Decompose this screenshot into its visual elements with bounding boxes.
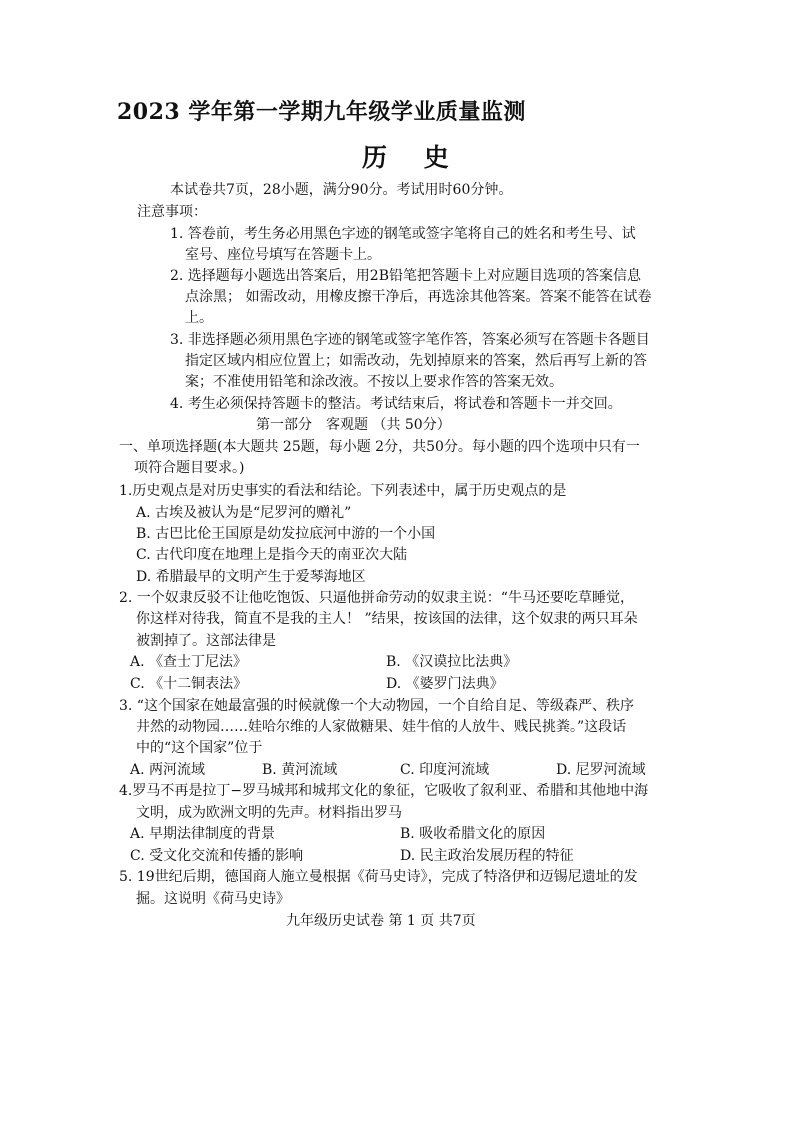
exam-title: 2023 学年第一学期九年级学业质量监测 [117, 99, 526, 125]
question-1-stem: 1.历史观点是对历史事实的看法和结论。下列表述中，属于历史观点的是 [119, 483, 567, 499]
question-3-option-d: D. 尼罗河流域 [556, 762, 646, 778]
question-3-stem-cont: 中的“这个国家”位于 [136, 740, 263, 756]
question-4-option-b: B. 吸收希腊文化的原因 [400, 826, 546, 842]
question-3-option-a: A. 两河流域 [130, 762, 206, 778]
question-1-option-a: A. 古埃及被认为是“尼罗河的赠礼” [136, 505, 352, 521]
note-line: 2. 选择题每小题选出答案后，用2B铅笔把答题卡上对应题目选项的答案信息 [170, 268, 642, 284]
question-1-option-b: B. 古巴比伦王国原是幼发拉底河中游的一个小国 [136, 526, 436, 542]
note-line: 4. 考生必须保持答题卡的整洁。考试结束后，将试卷和答题卡一并交回。 [170, 396, 622, 412]
note-line: 1. 答卷前，考生务必用黑色字迹的钢笔或签字笔将自己的姓名和考生号、试 [170, 226, 636, 242]
question-3-stem: 3. “这个国家在她最富强的时候就像一个大动物园，一个自给自足、等级森严、秩序 [119, 698, 634, 714]
question-2-stem-cont: 你这样对待我，简直不是我的主人！ ”结果，按该国的法律，这个奴隶的两只耳朵 [136, 611, 638, 627]
note-line: 上。 [185, 310, 213, 326]
question-4-stem-cont: 文明，成为欧洲文明的先声。材料指出罗马 [136, 805, 402, 821]
part-heading: 第一部分 客观题 （共 50分） [256, 417, 451, 433]
question-3-option-c: C. 印度河流域 [400, 762, 490, 778]
notes-heading: 注意事项： [137, 204, 207, 220]
note-line: 指定区域内相应位置上；如需改动，先划掉原来的答案，然后再写上新的答 [185, 353, 647, 369]
page-footer: 九年级历史试卷 第 1 页 共7页 [286, 913, 476, 929]
question-2-option-a: A. 《查士丁尼法》 [130, 654, 248, 670]
question-2-option-b: B. 《汉谟拉比法典》 [386, 654, 518, 670]
question-2-stem: 2. 一个奴隶反驳不让他吃饱饭、只逼他拼命劳动的奴隶主说：“牛马还要吃草睡觉， [119, 590, 634, 606]
note-line: 3. 非选择题必须用黑色字迹的钢笔或签字笔作答，答案必须写在答题卡各题目 [170, 332, 650, 348]
subject-title: 历 史 [362, 143, 463, 172]
question-4-option-a: A. 早期法律制度的背景 [130, 826, 276, 842]
question-2-stem-cont: 被割掉了。这部法律是 [136, 633, 276, 649]
section-instructions: 一、单项选择题(本大题共 25题，每小题 2分，共50分。每小题的四个选项中只有一 [119, 439, 640, 455]
question-4-option-d: D. 民主政治发展历程的特征 [400, 848, 574, 864]
question-4-option-c: C. 受文化交流和传播的影响 [130, 848, 304, 864]
question-4-stem: 4.罗马不再是拉丁−罗马城邦和城邦文化的象征，它吸收了叙利亚、希腊和其他地中海 [119, 783, 649, 799]
note-line: 点涂黑； 如需改动，用橡皮擦干净后，再选涂其他答案。答案不能答在试卷 [185, 289, 652, 305]
note-line: 室号、座位号填写在答题卡上。 [185, 247, 381, 263]
section-instructions-cont: 项符合题目要求。) [134, 460, 245, 476]
question-1-option-c: C. 古代印度在地理上是指今天的南亚次大陆 [136, 547, 408, 563]
question-3-stem-cont: 井然的动物园……娃哈尔维的人家做糖果、娃牛倌的人放牛、贱民挑粪。”这段话 [136, 719, 627, 735]
question-5-stem-cont: 掘。这说明《荷马史诗》 [136, 891, 290, 907]
question-1-option-d: D. 希腊最早的文明产生于爱琴海地区 [136, 569, 366, 585]
question-5-stem: 5. 19世纪后期，德国商人施立曼根据《荷马史诗》，完成了特洛伊和迈锡尼遗址的发 [119, 869, 638, 885]
question-2-option-d: D. 《婆罗门法典》 [386, 676, 504, 692]
question-2-option-c: C. 《十二铜表法》 [130, 676, 248, 692]
exam-summary: 本试卷共7页，28小题，满分90分。考试用时60分钟。 [170, 182, 513, 198]
note-line: 案；不准使用铅笔和涂改液。不按以上要求作答的答案无效。 [185, 374, 563, 390]
question-3-option-b: B. 黄河流域 [262, 762, 338, 778]
